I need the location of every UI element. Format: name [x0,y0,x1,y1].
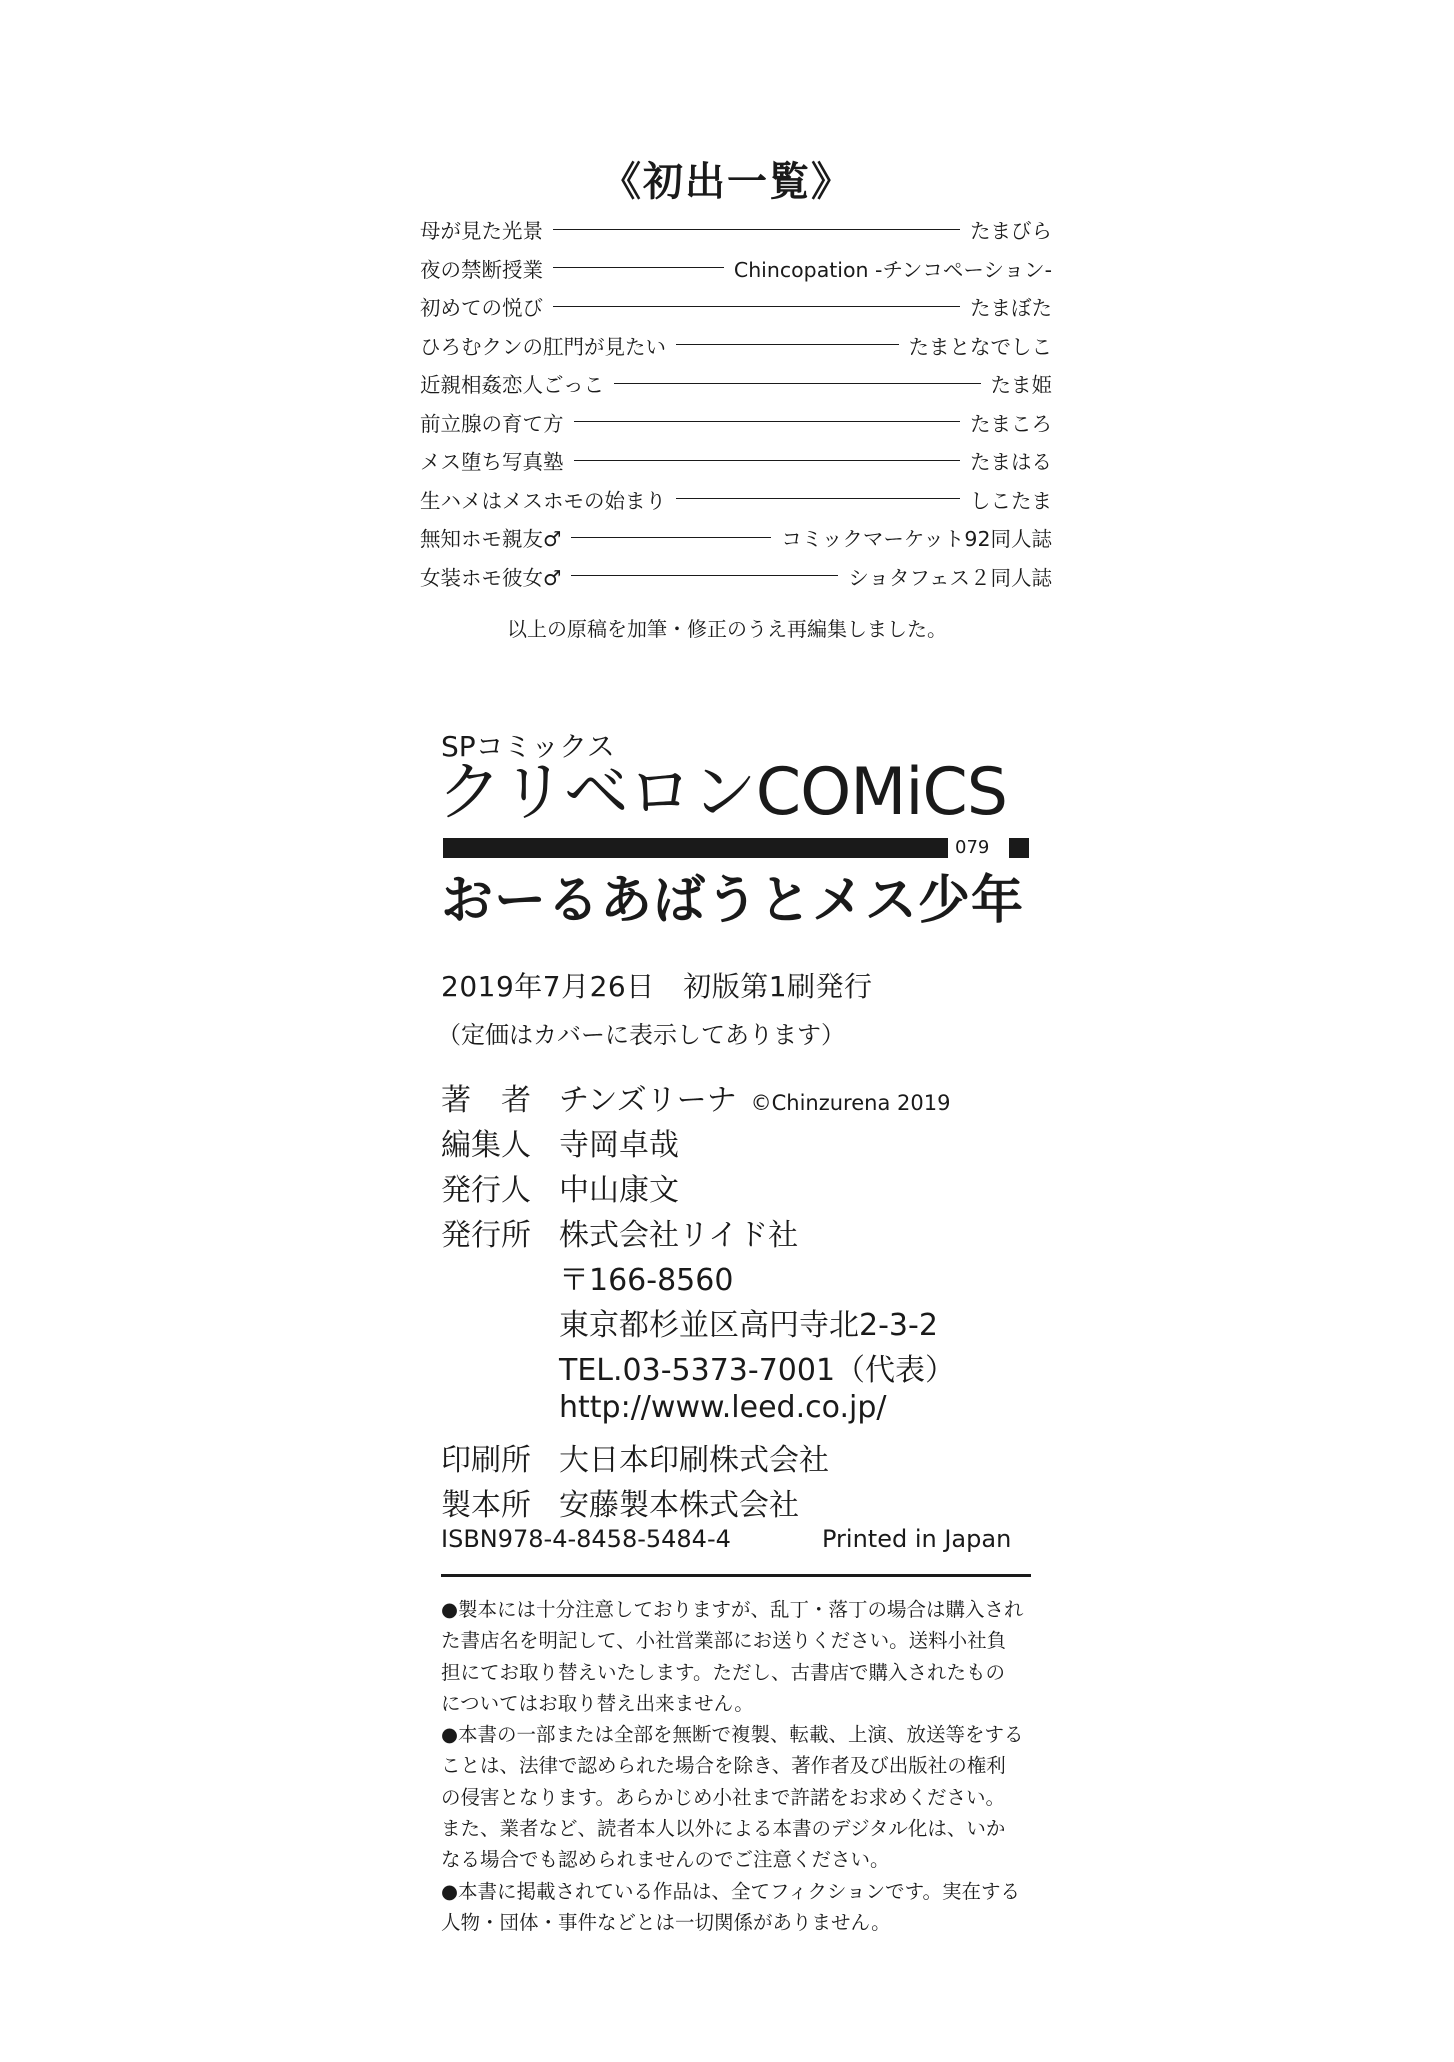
notice-line: ことは、法律で認められた場合を除き、著作者及び出版社の権利 [441,1754,1006,1778]
postal-code: 〒166-8560 [559,1263,734,1298]
notice-line: た書店名を明記して、小社営業部にお送りください。送料小社負 [441,1629,1007,1653]
printed-in: Printed in Japan [822,1525,1012,1553]
story-source: たまとなでしこ [908,334,1052,359]
list-item [420,287,1052,326]
leader-line [676,344,899,345]
author-name: チンズリーナ [559,1083,737,1118]
story-source: Chincopation -チンコペーション- [733,257,1052,282]
notices [441,1594,1036,1938]
credit-key: 発行人 [441,1173,531,1208]
list-item [420,210,1052,249]
credit-tel [441,1345,956,1388]
book-title: おーるあばうとメス少年 [441,871,1025,931]
credit-publisher-person [441,1165,679,1209]
publication-date: 2019年7月26日 初版第1刷発行 [441,970,873,1003]
credit-printer [441,1435,829,1479]
notice-line: についてはお取り替え出来ません。 [441,1691,754,1715]
list-item [420,326,1052,365]
credit-key: 編集人 [441,1128,531,1163]
address: 東京都杉並区高円寺北2-3-2 [559,1308,938,1343]
credit-value: 株式会社リイド社 [559,1218,799,1253]
price-note: （定価はカバーに表示してあります） [437,1021,845,1049]
list-item [420,403,1052,442]
credit-address [441,1300,938,1343]
notice-line: ●本書に掲載されている作品は、全てフィクションです。実在する [441,1879,1021,1903]
leader-line [553,267,724,268]
first-appearance-heading: 《初出一覧》 [601,159,853,205]
story-title: 初めての悦び [420,296,543,321]
leader-line [574,421,961,422]
list-item [420,557,1052,596]
leader-line [571,575,838,576]
telephone: TEL.03-5373-7001（代表） [559,1353,956,1388]
credit-value: 大日本印刷株式会社 [559,1443,829,1478]
notice-line: 人物・団体・事件などとは一切関係がありません。 [441,1910,891,1934]
credit-editor [441,1120,679,1164]
story-source: コミックマーケット92同人誌 [781,527,1052,552]
credit-value: 寺岡卓哉 [559,1128,679,1163]
story-title: 無知ホモ親友♂ [420,527,562,552]
leader-line [676,498,960,499]
list-item [420,518,1052,557]
list-item [420,364,1052,403]
credit-publisher [441,1210,799,1254]
story-title: ひろむクンの肛門が見たい [420,334,666,359]
notice-line: なる場合でも認められませんのでご注意ください。 [441,1848,890,1872]
story-title: 近親相姦恋人ごっこ [420,373,605,398]
story-title: 女装ホモ彼女♂ [420,565,562,590]
leader-line [553,306,960,307]
story-source: たま姫 [990,373,1052,398]
story-title: 母が見た光景 [420,219,543,244]
story-source: しこたま [970,488,1052,513]
credit-key: 発行所 [441,1218,531,1253]
credit-postal [441,1255,734,1298]
notice-line: また、業者など、読者本人以外による本書のデジタル化は、いか [441,1817,1006,1841]
story-title: 前立腺の育て方 [420,411,564,436]
story-title: メス堕ち写真塾 [420,450,564,475]
website-url: http://www.leed.co.jp/ [559,1390,887,1425]
isbn: ISBN978-4-8458-5484-4 [441,1525,731,1553]
series-number: 079 [955,837,990,858]
story-source: たまはる [970,450,1052,475]
credit-key: 製本所 [441,1488,531,1523]
story-title: 夜の禁断授業 [420,257,543,282]
credit-value: 安藤製本株式会社 [559,1488,799,1523]
credit-key: 印刷所 [441,1443,531,1478]
notice-line: ●製本には十分注意しておりますが、乱丁・落丁の場合は購入され [441,1598,1024,1621]
thick-rule [443,838,948,858]
copyright-notice: ©Chinzurena 2019 [750,1091,951,1115]
list-item [420,441,1052,480]
leader-line [571,537,771,538]
credit-url [441,1390,887,1425]
credit-value: 中山康文 [559,1173,679,1208]
first-appearance-list [420,210,1052,595]
divider [441,1574,1031,1577]
story-source: ショタフェス２同人誌 [848,565,1052,590]
notice-line: の侵害となります。あらかじめ小社まで許諾をお求めください。 [441,1785,1005,1809]
story-source: たまびら [970,219,1052,244]
story-title: 生ハメはメスホモの始まり [420,488,666,513]
story-source: たまぼた [970,296,1052,321]
credit-value [559,1075,950,1119]
notice-line: 担にてお取り替えいたします。ただし、古書店で購入されたもの [441,1660,1005,1684]
notice-line: ●本書の一部または全部を無断で複製、転載、上演、放送等をする [441,1723,1024,1747]
publisher-line: SPコミックス [441,730,615,763]
square-mark [1009,838,1029,858]
leader-line [614,383,980,384]
series-label: クリベロンCOMiCS [437,755,1008,830]
credit-binder [441,1480,799,1524]
leader-line [553,229,960,230]
credit-author [441,1075,951,1119]
first-appearance-note: 以上の原稿を加筆・修正のうえ再編集しました。 [507,617,947,641]
leader-line [574,460,961,461]
list-item [420,480,1052,519]
credit-key: 著 者 [441,1083,531,1118]
list-item [420,249,1052,288]
story-source: たまころ [970,411,1052,436]
